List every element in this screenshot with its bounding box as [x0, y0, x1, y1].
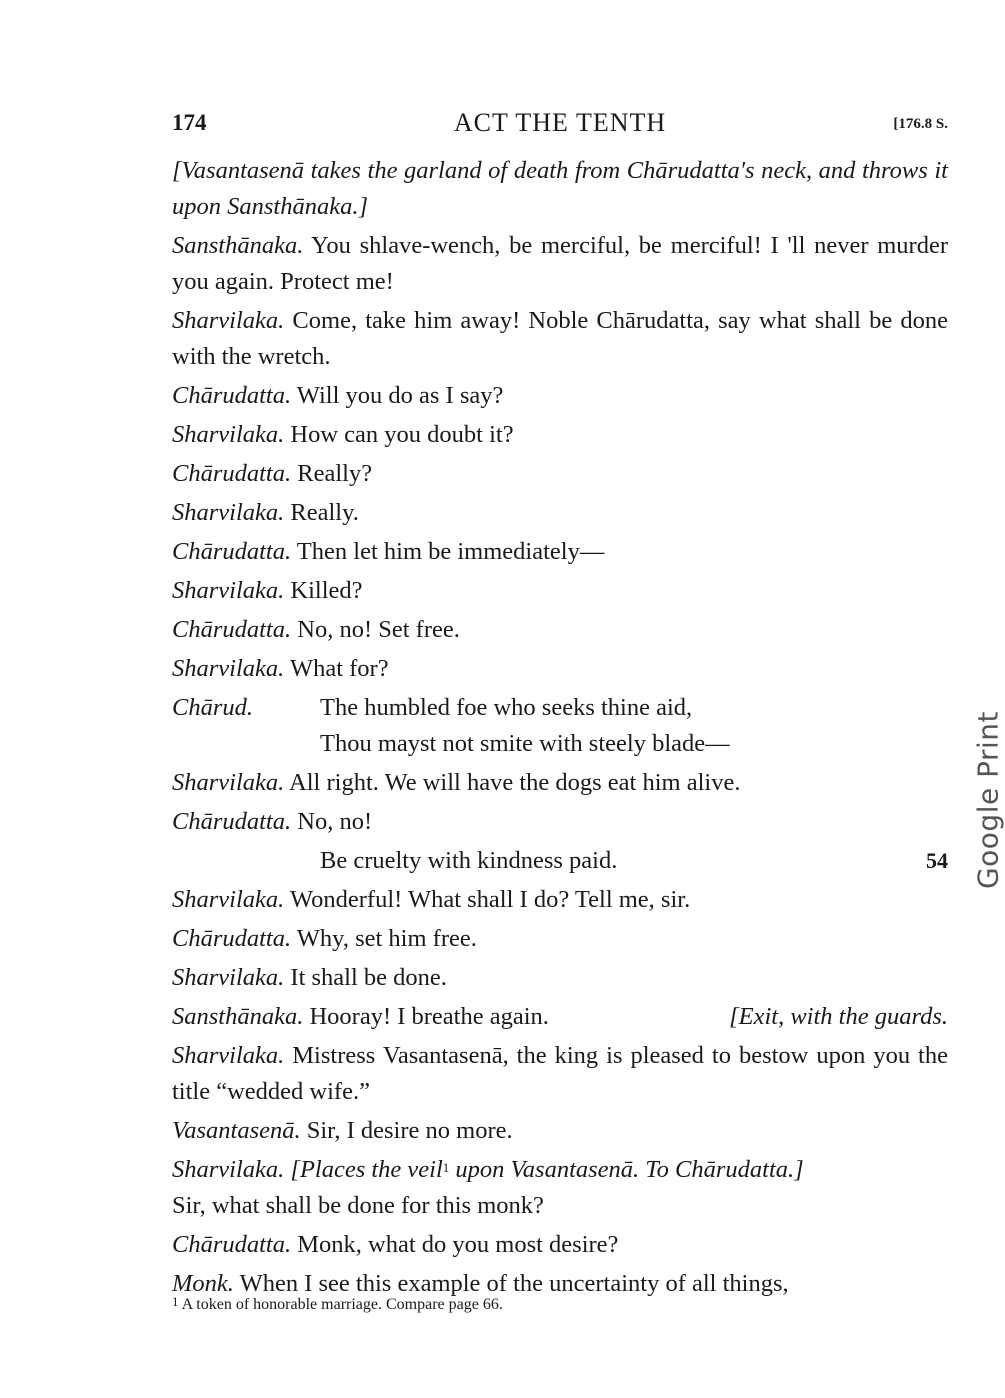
dialogue-line [172, 612, 948, 648]
speech-text: Mistress Vasantasenā, the king is pleased to bestow upon you the title “wedded wife.” [172, 1042, 948, 1105]
verse-line [172, 843, 948, 879]
dialogue-line [172, 882, 948, 918]
speaker-name: Monk. [172, 1270, 234, 1297]
speaker-name: Chārudatta. [172, 382, 292, 409]
speech-text: You shlave-wench, be merciful, be merciful! I 'll never murder you again. Protect me! [172, 232, 948, 295]
dialogue-line [172, 417, 948, 453]
stage-direction: upon Vasantasenā. To Chārudatta.] [449, 1156, 804, 1183]
footnote-text: A token of honorable marriage. Compare page 66. [178, 1296, 503, 1313]
dialogue-line [172, 1113, 948, 1149]
verse-block [172, 690, 948, 762]
verse-number: 54 [926, 848, 948, 873]
speaker-name: Sharvilaka. [172, 964, 285, 991]
speech-text: Hooray! I breathe again. [303, 1003, 549, 1030]
speech-text: It shall be done. [284, 964, 447, 991]
speech-text: Sir, I desire no more. [300, 1117, 513, 1144]
verse-text: Thou mayst not smite with steely blade— [320, 730, 730, 757]
play-text [172, 153, 948, 1305]
google-print-watermark: Google Print [971, 710, 1005, 890]
speaker-name: Sharvilaka. [172, 655, 285, 682]
speech-text: What for? [284, 655, 389, 682]
speaker-name: Chārudatta. [172, 1231, 292, 1258]
stage-direction: [Vasantasenā takes the garland of death from Chārudatta's neck, and throws it upon Sansthānaka.] [172, 157, 948, 220]
speech-text: Why, set him free. [291, 925, 477, 952]
footnote-marker: 1 [442, 1160, 450, 1175]
dialogue-line [172, 921, 948, 957]
speaker-name: Chārudatta. [172, 538, 292, 565]
speaker-name: Sharvilaka. [172, 1042, 285, 1069]
dialogue-line [172, 303, 948, 375]
dialogue-line [172, 999, 948, 1035]
speaker-name: Chārudatta. [172, 808, 292, 835]
speech-text: Come, take him away! Noble Chārudatta, say what shall be done with the wretch. [172, 307, 948, 370]
verse-block [172, 843, 948, 879]
speaker-name: Sharvilaka. [172, 886, 285, 913]
speaker-name: Chārudatta. [172, 925, 292, 952]
stage-direction: [Places the veil [284, 1156, 443, 1183]
speaker-name: Chārud. [172, 694, 254, 721]
speech-text: Monk, what do you most desire? [291, 1231, 619, 1258]
sheet-reference: [176.8 S. [893, 116, 948, 132]
speech-text: All right. We will have the dogs eat him alive. [284, 769, 741, 796]
dialogue-line [172, 960, 948, 996]
speaker-name: Sharvilaka. [172, 307, 285, 334]
speech-text: Really. [284, 499, 359, 526]
dialogue-line [172, 534, 948, 570]
dialogue-line [172, 1227, 948, 1263]
speaker-name: Chārudatta. [172, 616, 292, 643]
footnote-number: 1 [172, 1294, 179, 1309]
speech-text: How can you doubt it? [284, 421, 514, 448]
speech-text: Killed? [284, 577, 363, 604]
footnote [172, 1296, 503, 1314]
dialogue-line [172, 495, 948, 531]
speaker-name: Sansthānaka. [172, 232, 304, 259]
dialogue-line [172, 651, 948, 687]
speaker-name: Sharvilaka. [172, 421, 285, 448]
dialogue-line [172, 573, 948, 609]
dialogue-line [172, 378, 948, 414]
speaker-name: Sansthānaka. [172, 1003, 304, 1030]
dialogue-line [172, 804, 948, 840]
dialogue-line [172, 228, 948, 300]
dialogue-line [172, 1038, 948, 1110]
dialogue-line [172, 1152, 948, 1224]
speech-text: Will you do as I say? [291, 382, 504, 409]
verse-line [172, 726, 948, 762]
exit-direction: [Exit, with the guards. [729, 1003, 948, 1030]
verse-line [172, 690, 948, 726]
speaker-name: Sharvilaka. [172, 499, 285, 526]
dialogue-line [172, 456, 948, 492]
speech-text: When I see this example of the uncertainty of all things, [233, 1270, 789, 1297]
speech-text: No, no! Set free. [291, 616, 460, 643]
running-title: ACT THE TENTH [453, 108, 667, 137]
speech-text: Sir, what shall be done for this monk? [172, 1192, 544, 1219]
dialogue-line [172, 765, 948, 801]
page-number: 174 [172, 110, 207, 135]
verse-text: Be cruelty with kindness paid. [320, 847, 618, 874]
speaker-name: Sharvilaka. [172, 1156, 285, 1183]
verse-text: The humbled foe who seeks thine aid, [320, 694, 693, 721]
speech-text: Really? [291, 460, 373, 487]
speech-text: Then let him be immediately— [291, 538, 605, 565]
speaker-name: Chārudatta. [172, 460, 292, 487]
speaker-name: Sharvilaka. [172, 769, 285, 796]
speaker-name: Sharvilaka. [172, 577, 285, 604]
speaker-name: Vasantasenā. [172, 1117, 301, 1144]
speech-text: No, no! [291, 808, 373, 835]
speech-text: Wonderful! What shall I do? Tell me, sir. [284, 886, 691, 913]
page-header [172, 108, 948, 142]
